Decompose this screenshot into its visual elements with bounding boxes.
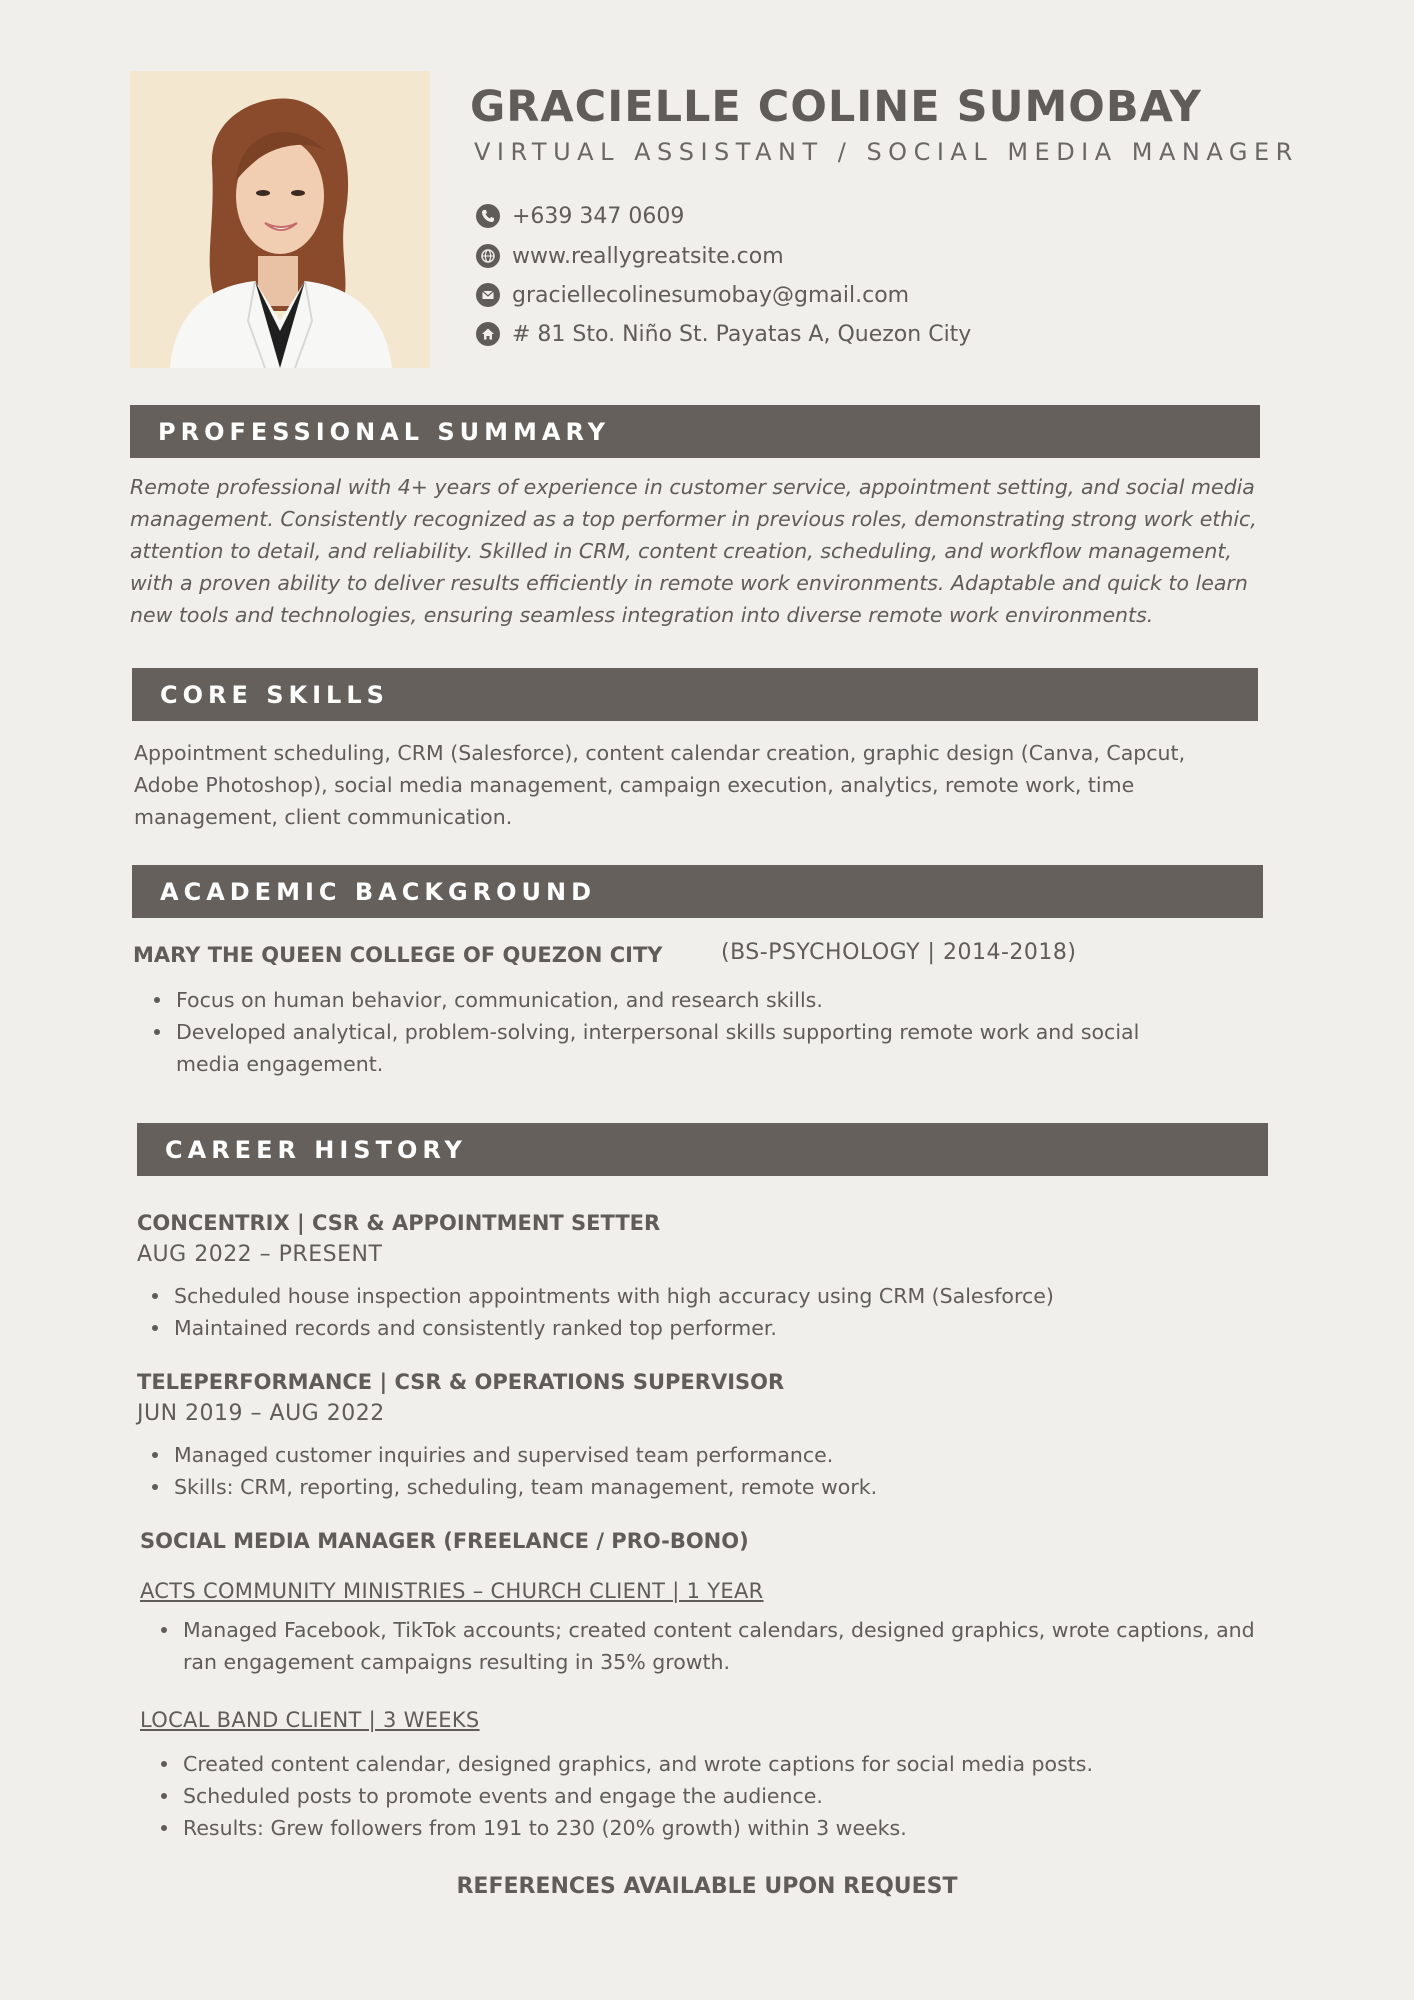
degree-info: (BS-PSYCHOLOGY | 2014-2018)	[721, 940, 1077, 965]
contact-phone	[476, 200, 684, 232]
contact-email-text: graciellecolinesumobay@gmail.com	[512, 282, 910, 308]
section-bar-skills	[132, 668, 1258, 721]
resume-role: VIRTUAL ASSISTANT / SOCIAL MEDIA MANAGER	[474, 138, 1299, 166]
portrait-illustration	[130, 71, 430, 368]
references-note: REFERENCES AVAILABLE UPON REQUEST	[456, 1874, 958, 1899]
list-item: Scheduled posts to promote events and engage the audience.	[153, 1780, 1263, 1812]
school-name: MARY THE QUEEN COLLEGE OF QUEZON CITY	[133, 943, 663, 967]
client-bullet-list-band	[153, 1748, 1263, 1844]
contact-website	[476, 240, 784, 272]
phone-icon	[476, 204, 500, 228]
job-bullet-list-teleperformance	[144, 1439, 1244, 1503]
freelance-heading: SOCIAL MEDIA MANAGER (FREELANCE / PRO-BONO)	[140, 1529, 749, 1553]
section-bar-summary	[130, 405, 1260, 458]
summary-text: Remote professional with 4+ years of experience in customer service, appointment setting, and social media management. Consistently recognized as a top performer in previous roles, demonstrating strong work ethic, attention to detail, and reliability. Skilled in CRM, content creation, scheduling, and workflow management, with a proven ability to deliver results efficiently in remote work environments. Adaptable and quick to learn new tools and technologies, ensuring seamless integration into diverse remote work environments.	[130, 475, 1257, 627]
academic-bullet-list	[146, 984, 1206, 1080]
section-title-skills: CORE SKILLS	[160, 680, 389, 709]
list-item: Created content calendar, designed graphics, and wrote captions for social media posts.	[153, 1748, 1263, 1780]
section-title-career: CAREER HISTORY	[165, 1135, 467, 1164]
mail-icon	[476, 283, 500, 307]
globe-icon	[476, 244, 500, 268]
job-bullet-list-concentrix	[144, 1280, 1244, 1344]
contact-address-text: # 81 Sto. Niño St. Payatas A, Quezon City	[512, 321, 972, 347]
contact-email	[476, 279, 909, 311]
resume-name: GRACIELLE COLINE SUMOBAY	[470, 82, 1202, 132]
job-heading-concentrix: CONCENTRIX | CSR & APPOINTMENT SETTER	[137, 1211, 661, 1235]
section-title-summary: PROFESSIONAL SUMMARY	[158, 417, 611, 446]
section-bar-academic	[132, 865, 1263, 918]
job-dates-concentrix: AUG 2022 – PRESENT	[137, 1242, 383, 1267]
list-item: Maintained records and consistently ranked top performer.	[144, 1312, 1244, 1344]
job-dates-teleperformance: JUN 2019 – AUG 2022	[137, 1401, 385, 1426]
section-title-academic: ACADEMIC BACKGROUND	[160, 877, 597, 906]
client-heading-band: LOCAL BAND CLIENT | 3 WEEKS	[140, 1708, 480, 1732]
section-bar-career	[137, 1123, 1268, 1176]
list-item: Focus on human behavior, communication, and research skills.	[146, 984, 1206, 1016]
home-icon	[476, 322, 500, 346]
list-item: Managed customer inquiries and supervised team performance.	[144, 1439, 1244, 1471]
profile-photo	[130, 71, 430, 368]
list-item: Skills: CRM, reporting, scheduling, team management, remote work.	[144, 1471, 1244, 1503]
list-item: Managed Facebook, TikTok accounts; created content calendars, designed graphics, wrote captions, and ran engagement campaigns resulting in 35% growth.	[153, 1614, 1263, 1678]
list-item: Results: Grew followers from 191 to 230 (20% growth) within 3 weeks.	[153, 1812, 1263, 1844]
client-heading-acts: ACTS COMMUNITY MINISTRIES – CHURCH CLIENT | 1 YEAR	[140, 1579, 764, 1603]
contact-website-text: www.reallygreatsite.com	[512, 243, 784, 269]
list-item: Developed analytical, problem-solving, interpersonal skills supporting remote work and social media engagement.	[146, 1016, 1206, 1080]
list-item: Scheduled house inspection appointments with high accuracy using CRM (Salesforce)	[144, 1280, 1244, 1312]
skills-text: Appointment scheduling, CRM (Salesforce), content calendar creation, graphic design (Canva, Capcut, Adobe Photoshop), social media management, campaign execution, analytics, remote work, time management, client communication.	[134, 741, 1186, 829]
job-heading-teleperformance: TELEPERFORMANCE | CSR & OPERATIONS SUPERVISOR	[137, 1370, 785, 1394]
contact-address	[476, 318, 971, 350]
client-bullet-list-acts	[153, 1614, 1263, 1678]
contact-phone-text: +639 347 0609	[512, 203, 685, 229]
